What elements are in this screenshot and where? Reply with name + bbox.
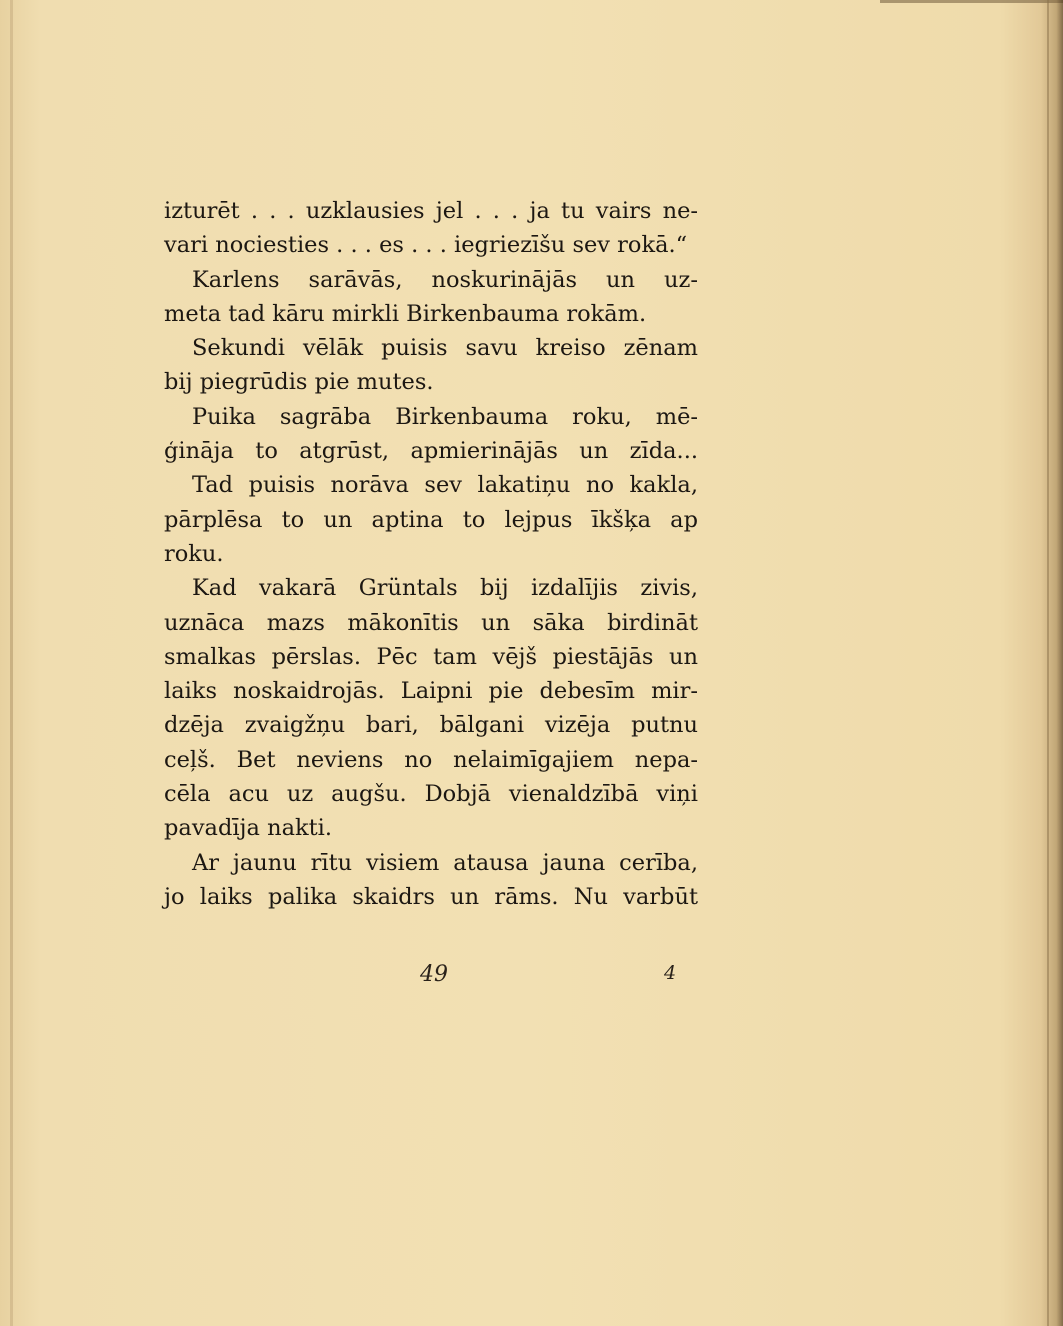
text-line: dzēja zvaigžņu bari, bālgani vizēja putnu bbox=[164, 712, 698, 739]
text-line: roku. bbox=[164, 540, 224, 567]
text-line: pārplēsa to un aptina to lejpus īkšķa ap bbox=[164, 506, 698, 533]
text-line: Karlens sarāvās, noskurinājās un uz- bbox=[192, 266, 698, 293]
text-line: izturēt . . . uzklausies jel . . . ja tu vairs ne- bbox=[164, 198, 698, 224]
signature-mark: 4 bbox=[664, 962, 677, 984]
page-right-edge-shadow bbox=[1041, 0, 1063, 1326]
page-left-edge bbox=[10, 0, 13, 1326]
text-line: meta tad kāru mirkli Birkenbauma rokām. bbox=[164, 300, 647, 327]
text-line: ceļš. Bet neviens no nelaimīgajiem nepa- bbox=[164, 746, 698, 773]
text-line: cēla acu uz augšu. Dobjā vienaldzībā viņi bbox=[164, 781, 698, 808]
page-top-edge bbox=[880, 0, 1063, 3]
text-line: Sekundi vēlāk puisis savu kreiso zēnam bbox=[192, 335, 698, 362]
page-number: 49 bbox=[420, 962, 448, 987]
text-line: ģināja to atgrūst, apmierinājās un zīda... bbox=[164, 438, 698, 465]
text-line: vari nociesties . . . es . . . iegriezīšu sev rokā.“ bbox=[164, 232, 688, 259]
text-line: Puika sagrāba Birkenbauma roku, mē- bbox=[192, 403, 698, 430]
text-line: Ar jaunu rītu visiem atausa jauna cerība, bbox=[192, 849, 698, 876]
text-line: Kad vakarā Grüntals bij izdalījis zivis, bbox=[192, 575, 698, 602]
text-line: smalkas pērslas. Pēc tam vējš piestājās un bbox=[164, 643, 698, 670]
text-line: laiks noskaidrojās. Laipni pie debesīm mir- bbox=[164, 678, 698, 705]
text-line: bij piegrūdis pie mutes. bbox=[164, 369, 434, 396]
text-line: jo laiks palika skaidrs un rāms. Nu varbūt bbox=[164, 883, 698, 910]
text-line: pavadīja nakti. bbox=[164, 815, 333, 842]
text-line: Tad puisis norāva sev lakatiņu no kakla, bbox=[192, 472, 698, 499]
body-text bbox=[164, 194, 698, 914]
text-line: uznāca mazs mākonītis un sāka birdināt bbox=[164, 609, 698, 636]
